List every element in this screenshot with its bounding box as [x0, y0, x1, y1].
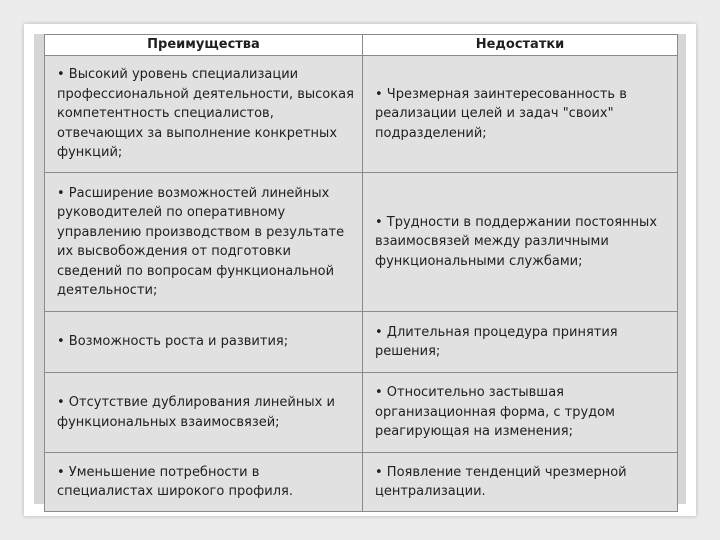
table-row [45, 373, 678, 453]
advantage-cell: • Высокий уровень специализации профессиональной деятельности, высокая компетентность специалистов, отвечающих за выполнение конкретных функций; [45, 56, 363, 173]
disadvantage-cell: • Появление тенденций чрезмерной централизации. [363, 453, 678, 512]
table-row [45, 312, 678, 373]
table-row [45, 173, 678, 312]
disadvantage-cell: • Трудности в поддержании постоянных взаимосвязей между различными функциональными службами; [363, 173, 678, 312]
advantage-cell: • Уменьшение потребности в специалистах широкого профиля. [45, 453, 363, 512]
advantage-cell: • Отсутствие дублирования линейных и функциональных взаимосвязей; [45, 373, 363, 453]
disadvantage-cell: • Чрезмерная заинтересованность в реализации целей и задач "своих" подразделений; [363, 56, 678, 173]
comparison-table [44, 34, 678, 512]
header-advantages: Преимущества [45, 35, 363, 56]
header-row [45, 35, 678, 56]
advantage-cell: • Расширение возможностей линейных руководителей по оперативному управлению производством в результате их высвобождения от подготовки сведений по вопросам функциональной деятельности; [45, 173, 363, 312]
disadvantage-cell: • Относительно застывшая организационная форма, с трудом реагирующая на изменения; [363, 373, 678, 453]
header-disadvantages: Недостатки [363, 35, 678, 56]
table-row [45, 453, 678, 512]
advantage-cell: • Возможность роста и развития; [45, 312, 363, 373]
table-row [45, 56, 678, 173]
left-decorative-bar [34, 34, 44, 504]
disadvantage-cell: • Длительная процедура принятия решения; [363, 312, 678, 373]
